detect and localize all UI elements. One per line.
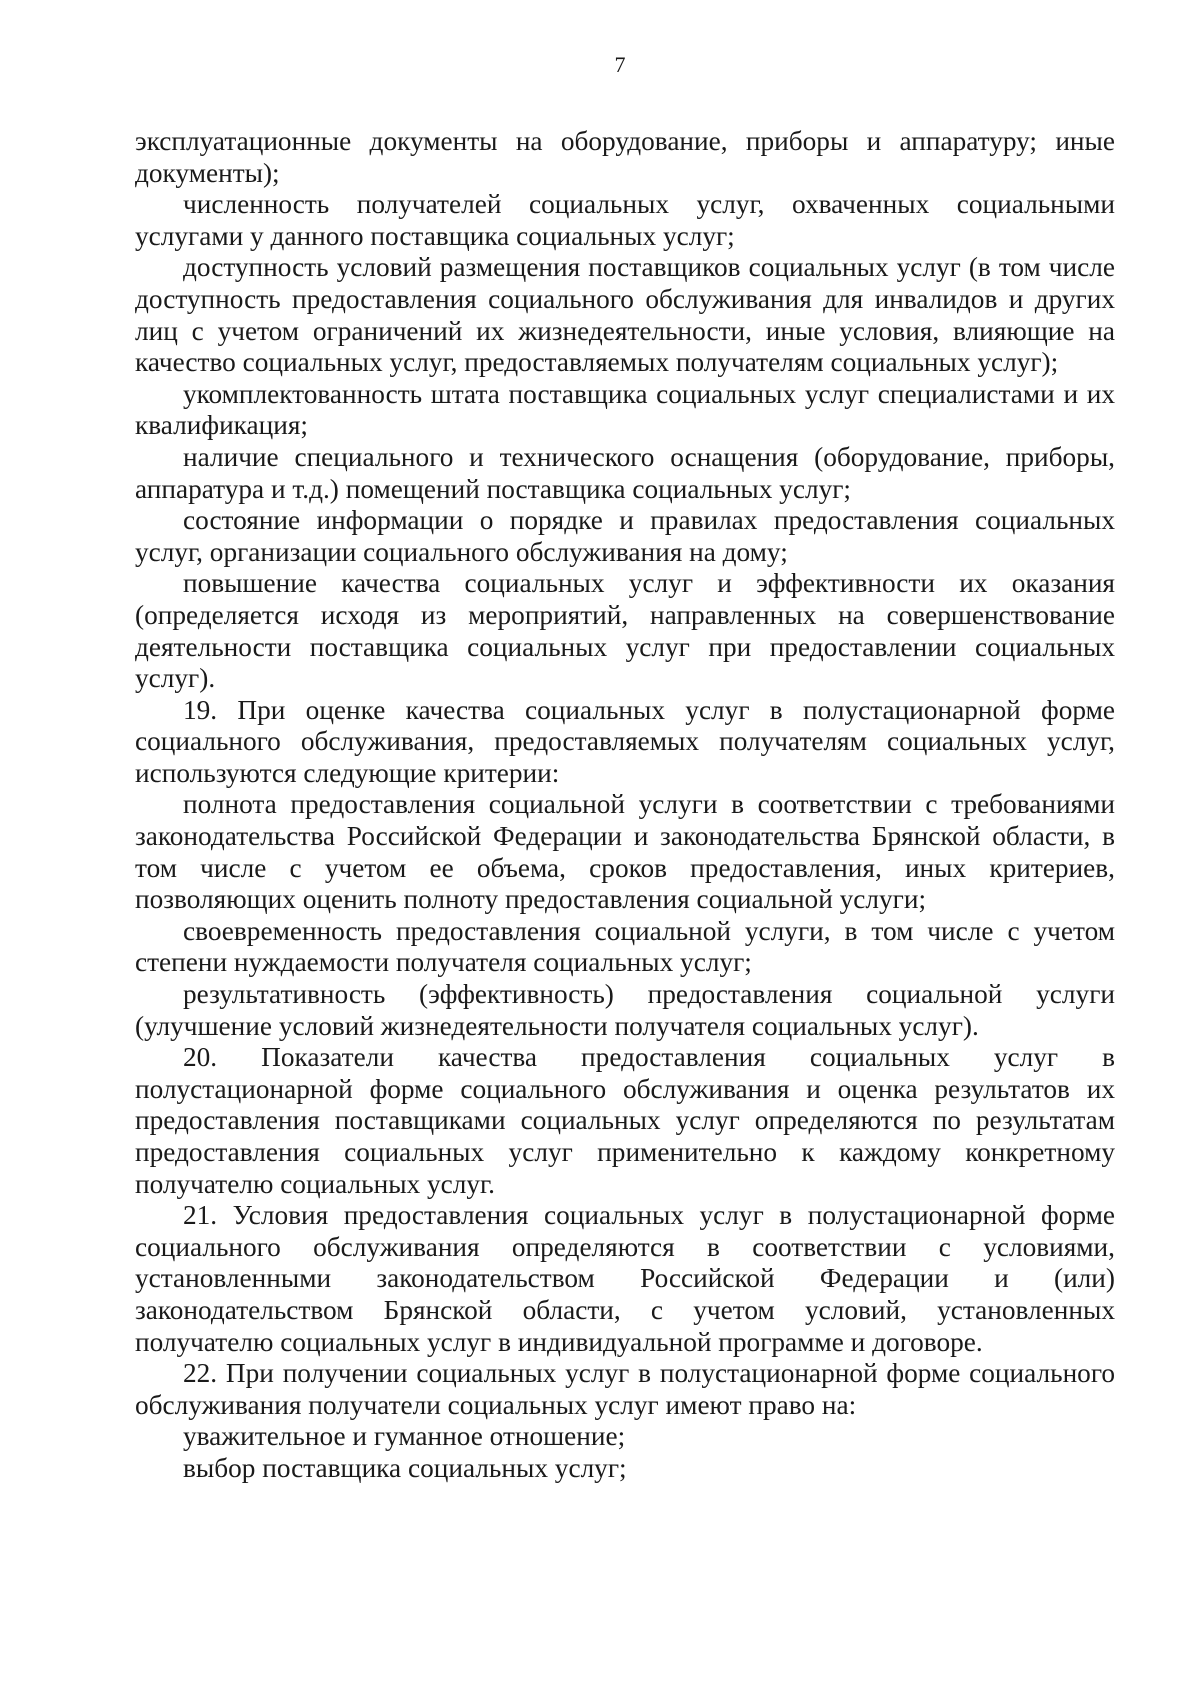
paragraph: повышение качества социальных услуг и эффективности их оказания (определяется исходя из мероприятий, направленных на совершенствование деятельности поставщика социальных услуг при предоставлении социальных услуг). — [135, 568, 1115, 694]
paragraph: доступность условий размещения поставщиков социальных услуг (в том числе доступность предоставления социального обслуживания для инвалидов и других лиц с учетом ограничений их жизнедеятельности, иные условия, влияющие на качество социальных услуг, предоставляемых получателям социальных услуг); — [135, 252, 1115, 378]
document-body — [135, 126, 1115, 1485]
paragraph: выбор поставщика социальных услуг; — [183, 1452, 627, 1483]
paragraph: 20. Показатели качества предоставления социальных услуг в полустационарной форме социального обслуживания и оценка результатов их предоставления поставщиками социальных услуг определяются по результатам предоставления социальных услуг применительно к каждому конкретному получателю социальных услуг. — [135, 1042, 1115, 1199]
paragraph: результативность (эффективность) предоставления социальной услуги (улучшение условий жизнедеятельности получателя социальных услуг). — [135, 979, 1115, 1041]
paragraph: укомплектованность штата поставщика социальных услуг специалистами и их квалификация; — [135, 378, 1115, 441]
paragraph: 19. При оценке качества социальных услуг в полустационарной форме социального обслуживания, предоставляемых получателям социальных услуг, используются следующие критерии: — [135, 694, 1115, 788]
paragraph: 22. При получении социальных услуг в полустационарной форме социального обслуживания получатели социальных услуг имеют право на: — [135, 1358, 1115, 1420]
page-number: 7 — [614, 52, 626, 77]
paragraph: наличие специального и технического оснащения (оборудование, приборы, аппаратура и т.д.) помещений поставщика социальных услуг; — [135, 441, 1115, 504]
paragraph: эксплуатационные документы на оборудование, приборы и аппаратуру; иные документы); — [135, 126, 1115, 188]
paragraph: состояние информации о порядке и правилах предоставления социальных услуг, организации социального обслуживания на дому; — [135, 505, 1115, 567]
paragraph: 21. Условия предоставления социальных услуг в полустационарной форме социального обслуживания определяются в соответствии с условиями, установленными законодательством Российской Федерации и (или) законодательством Брянской области, с учетом условий, установленных получателю социальных услуг в индивидуальной программе и договоре. — [135, 1200, 1115, 1357]
paragraph: уважительное и гуманное отношение; — [183, 1421, 626, 1452]
paragraph: численность получателей социальных услуг, охваченных социальными услугами у данного поставщика социальных услуг; — [135, 189, 1115, 251]
paragraph: полнота предоставления социальной услуги в соответствии с требованиями законодательства Российской Федерации и законодательства Брянской области, в том числе с учетом ее объема, сроков предоставления, иных критериев, позволяющих оценить полноту предоставления социальной услуги; — [135, 789, 1115, 915]
paragraph: своевременность предоставления социальной услуги, в том числе с учетом степени нуждаемости получателя социальных услуг; — [135, 915, 1115, 978]
